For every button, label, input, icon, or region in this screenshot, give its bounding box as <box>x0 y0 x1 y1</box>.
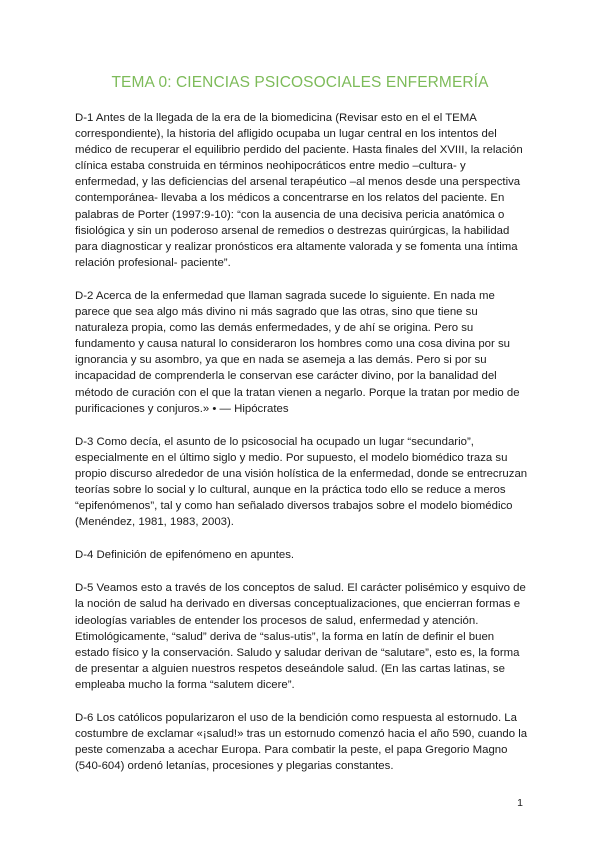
document-title: TEMA 0: CIENCIAS PSICOSOCIALES ENFERMERÍA <box>111 74 489 91</box>
page-number: 1 <box>517 797 523 809</box>
paragraph-d4: D-4 Definición de epifenómeno en apuntes. <box>75 549 295 562</box>
paragraph-d1: D-1 Antes de la llegada de la era de la biomedicina (Revisar esto en el el TEMA correspondiente), la historia del afligido ocupaba un lugar central en los intentos del médico de recuperar el equilibrio perdido del paciente. Hasta finales del XVIII, la relación clínica estaba construida en términos neohipocráticos entre medio –cultura- y enfermedad, y las deficiencias del arsenal terapéutico –al menos desde una perspectiva contemporánea- llevaba a los médicos a concentrarse en los relatos del paciente. En palabras de Porter (1997:9-10): “con la ausencia de una decisiva pericia anatómica o fisiológica y sin un poderoso arsenal de remedios o destrezas quirúrgicas, la habilidad para diagnosticar y realizar pronósticos era altamente valorada y se fomenta una íntima relación profesional- paciente”. <box>75 112 523 269</box>
paragraph-d3: D-3 Como decía, el asunto de lo psicosocial ha ocupado un lugar “secundario”, especialmente en el último siglo y medio. Por supuesto, el modelo biomédico traza su propio discurso alrededor de una visión holística de la enfermedad, donde se entrecruzan teorías sobre lo social y lo cultural, aunque en la práctica todo ello se reduce a meros “epifenómenos”, tal y como han señalado diversos trabajos sobre el modelo biomédico (Menéndez, 1981, 1983, 2003). <box>75 435 528 529</box>
paragraph-d5: D-5 Veamos esto a través de los conceptos de salud. El carácter polisémico y esquivo de la noción de salud ha derivado en diversas conceptualizaciones, que encierran formas e ideologías variables de entender los procesos de salud, enfermedad y atención. Etimológicamente, “salud” deriva de “salus-utis”, la forma en latín de definir el buen estado físico y la conservación. Saludo y saludar derivan de “salutare”, esto es, la forma de presentar a alguien nuestros respetos deseándole salud. (En las cartas latinas, se empleaba mucho la forma “salutem dicere”. <box>75 582 526 691</box>
document-body <box>75 110 530 791</box>
paragraph-d2: D-2 Acerca de la enfermedad que llaman sagrada sucede lo siguiente. En nada me parece que sea algo más divino ni más sagrado que las otras, sino que tiene su naturaleza propia, como las demás enfermedades, y de ahí se origina. Pero su fundamento y causa natural lo consideraron los hombres como una cosa divina por su ignorancia y su asombro, ya que en nada se asemeja a las demás. Pero si por su incapacidad de comprenderla le conservan ese carácter divino, por la banalidad del método de curación con el que la tratan vienen a negarlo. Porque la tratan por medio de purificaciones y conjuros.» • — Hipócrates <box>75 289 520 415</box>
paragraph-d6: D-6 Los católicos popularizaron el uso de la bendición como respuesta al estornudo. La costumbre de exclamar «¡salud!» tras un estornudo comenzó hacia el año 590, cuando la peste comenzaba a acechar Europa. Para combatir la peste, el papa Gregorio Magno (540-604) ordenó letanías, procesiones y plegarias constantes. <box>75 712 528 773</box>
